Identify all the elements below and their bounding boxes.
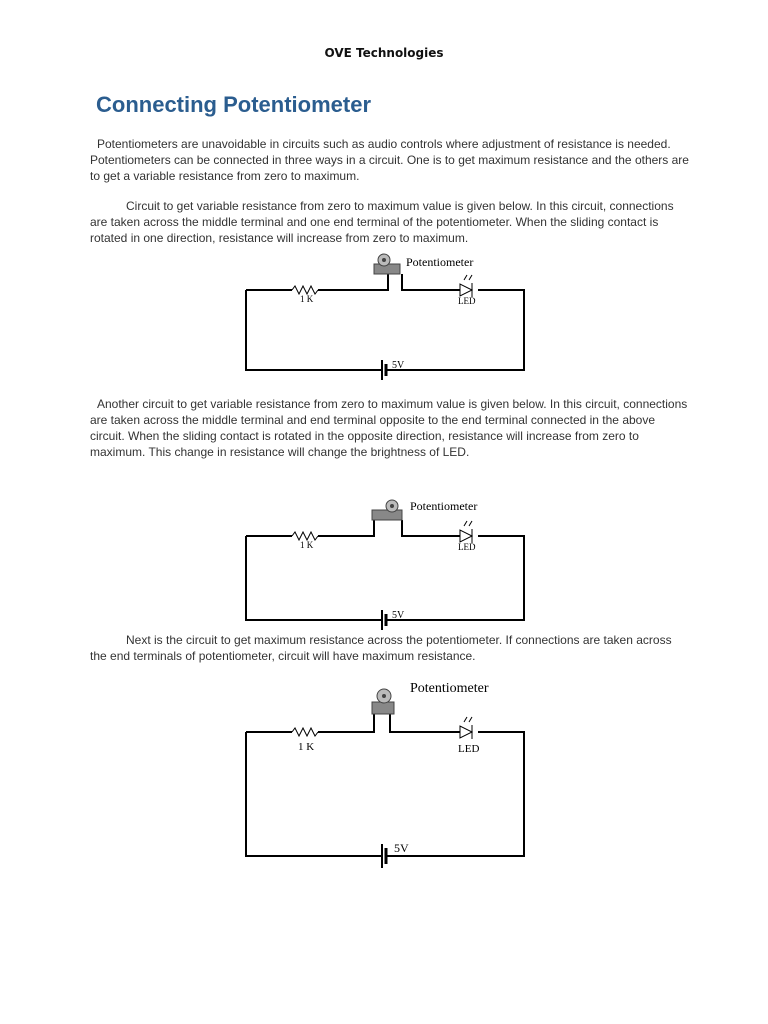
page-title: Connecting Potentiometer [96, 92, 372, 117]
led-label: LED [458, 743, 480, 755]
resistor-label: 1 K [300, 294, 314, 304]
resistor-label: 1 K [298, 741, 315, 753]
resistor-symbol [292, 286, 318, 294]
potentiometer-symbol [372, 689, 394, 714]
battery-symbol [382, 360, 386, 380]
wire [246, 274, 524, 370]
circuit3-paragraph: Next is the circuit to get maximum resistance across the potentiometer. If connections are taken across the end terminals of potentiometer, circuit will have maximum resistance. [90, 633, 672, 663]
potentiometer-label: Potentiometer [410, 499, 478, 513]
wire [246, 714, 524, 856]
resistor-symbol [292, 728, 318, 736]
battery-label: 5V [392, 360, 405, 371]
led-symbol [460, 717, 472, 739]
wire [246, 520, 524, 620]
battery-symbol [382, 844, 386, 868]
led-symbol [460, 521, 472, 543]
potentiometer-label: Potentiometer [406, 255, 474, 269]
potentiometer-symbol [374, 254, 400, 274]
circuit-diagram-1 [232, 252, 532, 382]
battery-symbol [382, 610, 386, 630]
circuit-diagram-2 [232, 490, 532, 630]
led-label: LED [458, 542, 476, 552]
resistor-symbol [292, 532, 318, 540]
battery-label: 5V [394, 841, 409, 855]
page-header: OVE Technologies [324, 46, 444, 60]
battery-label: 5V [392, 610, 405, 621]
intro-paragraph: Potentiometers are unavoidable in circuits such as audio controls where adjustment of resistance is needed. Potentiometers can be connected in three ways in a circuit. One is to get maximum resistance and the others are to get a variable resistance from zero to maximum. [90, 137, 689, 183]
circuit2-paragraph: Another circuit to get variable resistance from zero to maximum value is given below. In this circuit, connections are taken across the middle terminal and end terminal opposite to the end terminal connected in the above circuit. When the sliding contact is rotated in the opposite direction, resistance will increase from zero to maximum. This change in resistance will change the brightness of LED. [90, 397, 688, 459]
potentiometer-label: Potentiometer [410, 681, 489, 696]
circuit1-paragraph: Circuit to get variable resistance from zero to maximum value is given below. In this circuit, connections are taken across the middle terminal and one end terminal of the potentiometer. When the sliding contact is rotated in one direction, resistance will increase from zero to maximum. [90, 199, 674, 245]
circuit-diagram-3 [232, 676, 532, 872]
resistor-label: 1 K [300, 540, 314, 550]
potentiometer-symbol [372, 500, 402, 520]
led-symbol [460, 275, 472, 297]
led-label: LED [458, 296, 476, 306]
